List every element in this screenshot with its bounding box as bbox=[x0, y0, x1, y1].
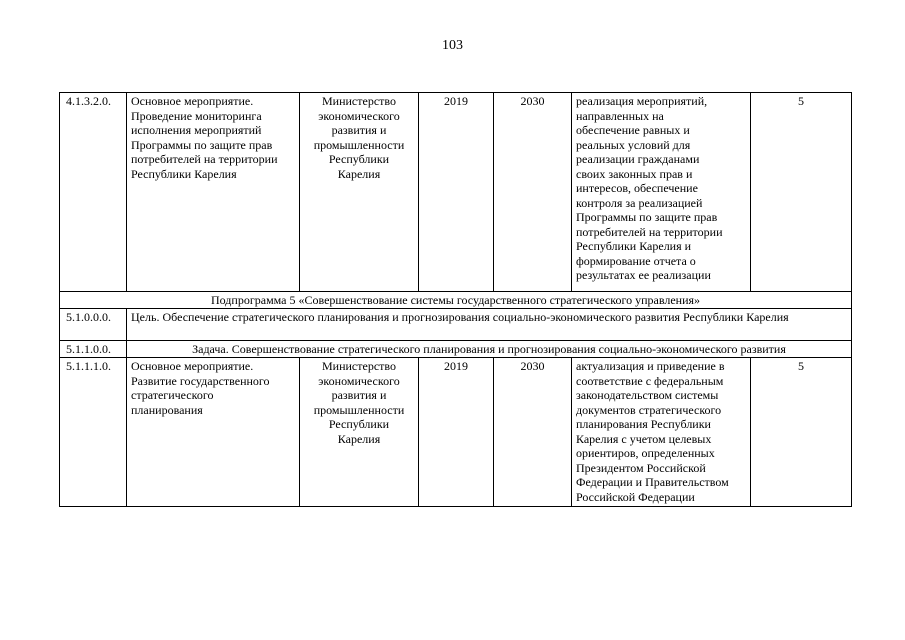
start-year-cell: 2019 bbox=[419, 93, 494, 292]
row-number-cell: 5.1.1.1.0. bbox=[60, 358, 127, 507]
subprogram-title: Подпрограмма 5 «Совершенствование системы государственного стратегического управления» bbox=[60, 292, 852, 309]
executor-text: Министерство экономического развития и промышленности Республики Карелия bbox=[313, 94, 405, 181]
end-year-cell: 2030 bbox=[494, 93, 572, 292]
indicator-cell: 5 bbox=[751, 93, 852, 292]
executor-cell bbox=[300, 358, 419, 507]
result-cell bbox=[572, 93, 751, 292]
result-text: реализация мероприятий, направленных на обеспечение равных и реальных условий для реализации гражданами своих законных прав и интересов, обеспечение контроля за реализацией Программы по защите прав потребителей на территории Республики Карелия и формирование отчета о результатах ее реализации bbox=[576, 94, 723, 282]
event-text: Основное мероприятие. Проведение мониторинга исполнения мероприятий Программы по защите прав потребителей на территории Республики Карелия bbox=[131, 94, 278, 181]
indicator-cell: 5 bbox=[751, 358, 852, 507]
event-cell bbox=[127, 93, 300, 292]
row-number-cell: 4.1.3.2.0. bbox=[60, 93, 127, 292]
executor-text: Министерство экономического развития и промышленности Республики Карелия bbox=[313, 359, 405, 446]
program-events-table bbox=[59, 92, 852, 507]
executor-cell bbox=[300, 93, 419, 292]
task-text: Задача. Совершенствование стратегического планирования и прогнозирования социально-экономического развития bbox=[127, 341, 852, 358]
event-text: Основное мероприятие. Развитие государственного стратегического планирования bbox=[131, 359, 270, 417]
task-row bbox=[60, 341, 852, 358]
result-cell bbox=[572, 358, 751, 507]
result-text: актуализация и приведение в соответствие с федеральным законодательством системы документов стратегического планирования Республики Карелия с учетом целевых ориентиров, определенных Президентом Российской Федерации и Правительством Российской Федерации bbox=[576, 359, 729, 504]
subprogram-row bbox=[60, 292, 852, 309]
goal-text: Цель. Обеспечение стратегического планирования и прогнозирования социально-экономического развития Республики Карелия bbox=[127, 309, 852, 341]
task-number-cell: 5.1.1.0.0. bbox=[60, 341, 127, 358]
goal-number-cell: 5.1.0.0.0. bbox=[60, 309, 127, 341]
goal-row bbox=[60, 309, 852, 341]
table-row bbox=[60, 93, 852, 292]
page-number: 103 bbox=[442, 38, 463, 53]
event-cell bbox=[127, 358, 300, 507]
table-row bbox=[60, 358, 852, 507]
start-year-cell: 2019 bbox=[419, 358, 494, 507]
end-year-cell: 2030 bbox=[494, 358, 572, 507]
